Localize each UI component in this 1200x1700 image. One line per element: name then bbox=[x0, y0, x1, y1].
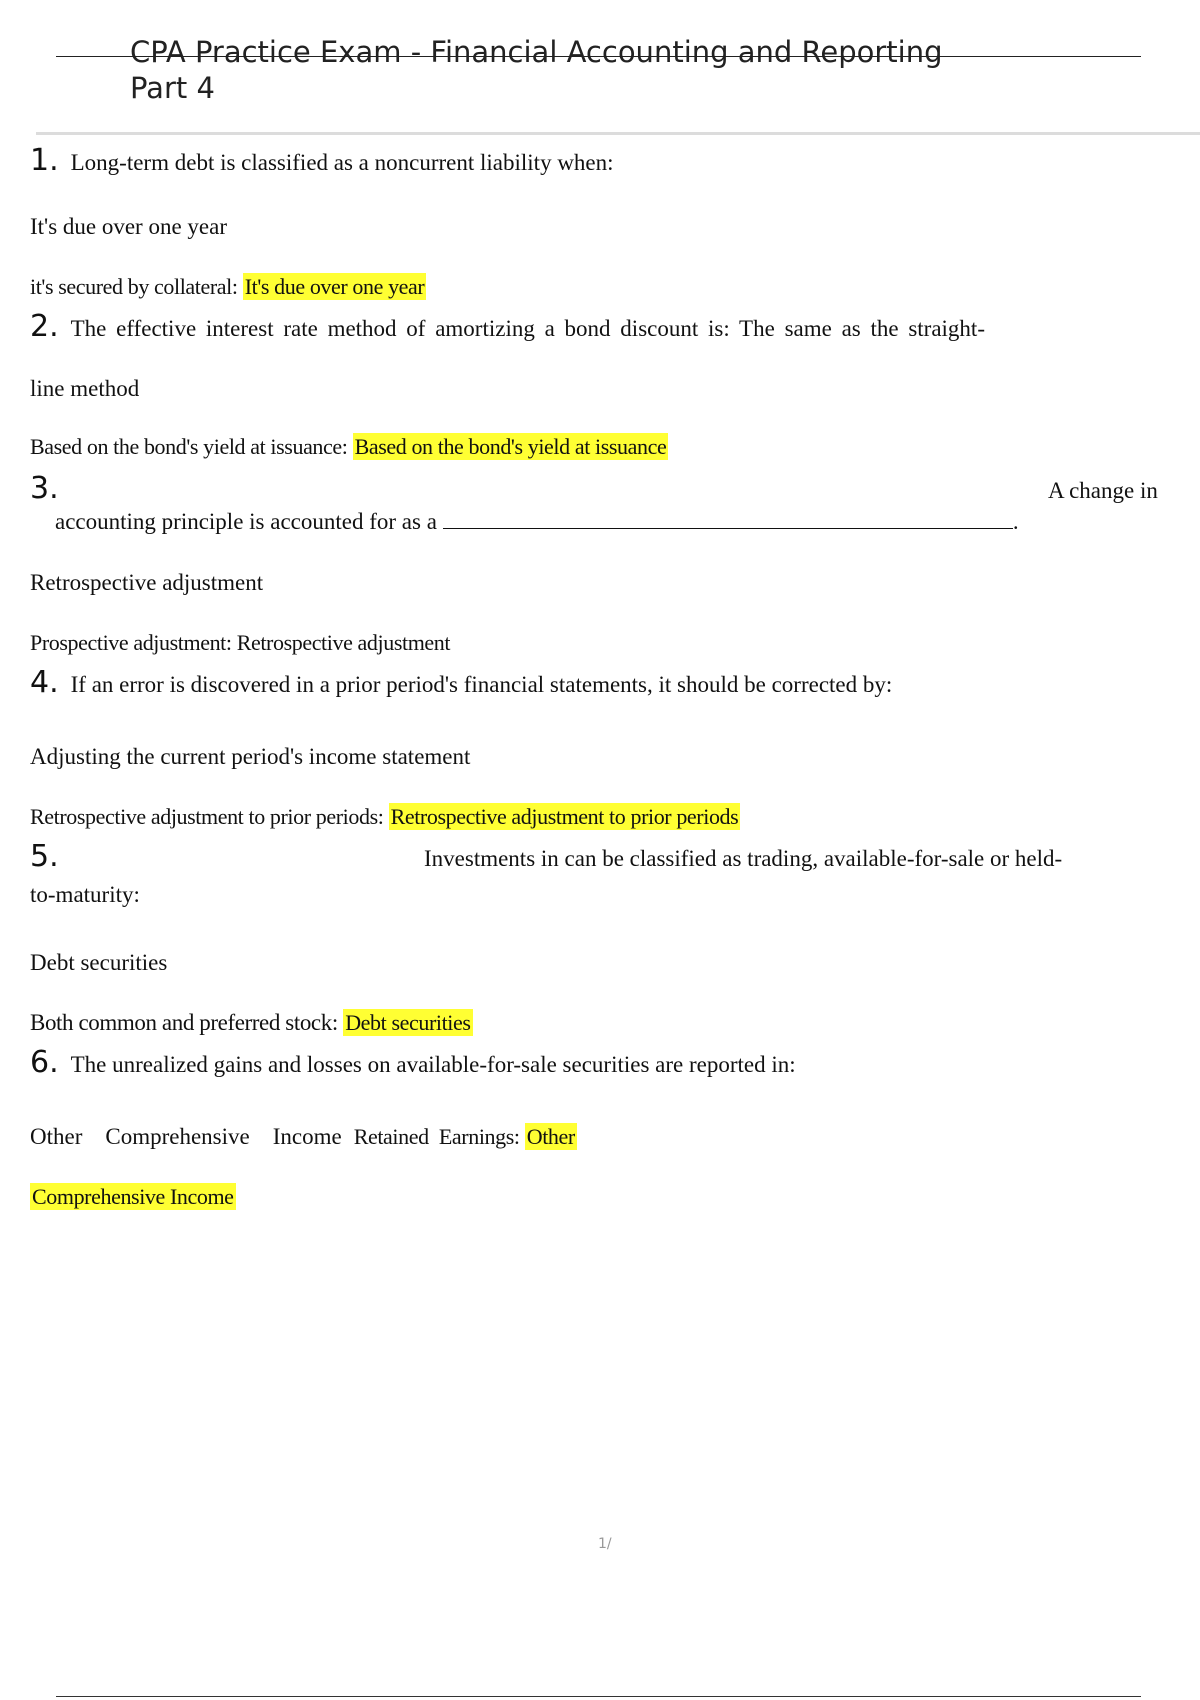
option-1: Adjusting the current period's income statement bbox=[30, 744, 471, 769]
title-strikethrough bbox=[56, 56, 1141, 57]
question-1 bbox=[30, 144, 614, 178]
question-text: If an error is discovered in a prior period's financial statements, it should be corrected by: bbox=[70, 672, 893, 697]
option-1: Retrospective adjustment bbox=[30, 570, 264, 595]
title-line-1: CPA Practice Exam - Financial Accounting and Reporting bbox=[130, 35, 943, 69]
question-5 bbox=[30, 840, 59, 874]
question-text-continued: to-maturity: bbox=[30, 882, 140, 907]
question-3 bbox=[30, 472, 59, 506]
question-text: A change in bbox=[1048, 478, 1158, 503]
question-text: Long-term debt is classified as a noncurrent liability when: bbox=[70, 150, 614, 175]
document-title bbox=[56, 34, 1141, 106]
option-1: Other Comprehensive Income bbox=[30, 1124, 342, 1149]
option-2: Based on the bond's yield at issuance: bbox=[30, 434, 353, 459]
fill-in-blank bbox=[443, 508, 1013, 529]
answer-line bbox=[30, 272, 426, 302]
option-2: Retained Earnings: bbox=[353, 1124, 525, 1149]
answer-line bbox=[30, 802, 740, 832]
answer-line bbox=[30, 432, 668, 462]
page-number: 1/ bbox=[598, 1536, 612, 1552]
option-2: Both common and preferred stock: bbox=[30, 1010, 344, 1035]
highlighted-answer: Based on the bond's yield at issuance bbox=[354, 434, 667, 459]
highlighted-answer: It's due over one year bbox=[244, 274, 425, 299]
question-4 bbox=[30, 666, 892, 700]
highlighted-answer: Comprehensive Income bbox=[32, 1184, 234, 1209]
question-text: The effective interest rate method of amortizing a bond discount is: The same as the straight- bbox=[70, 316, 985, 341]
question-text-continued: accounting principle is accounted for as a . bbox=[55, 509, 1019, 534]
highlighted-answer: Debt securities bbox=[345, 1010, 471, 1035]
question-text-continued: line method bbox=[30, 376, 140, 401]
option-2: Prospective adjustment: Retrospective adjustment bbox=[30, 630, 451, 655]
question-text: The unrealized gains and losses on available-for-sale securities are reported in: bbox=[70, 1052, 796, 1077]
question-number: 5. bbox=[30, 839, 59, 874]
answer-line bbox=[30, 1122, 577, 1152]
question-text: Investments in can be classified as trading, available-for-sale or held- bbox=[424, 846, 1063, 871]
option-2: it's secured by collateral: bbox=[30, 274, 243, 299]
highlighted-answer: Retrospective adjustment to prior periods bbox=[390, 804, 739, 829]
question-number: 6. bbox=[30, 1045, 59, 1080]
answer-line-continued bbox=[30, 1182, 236, 1212]
question-number: 2. bbox=[30, 309, 59, 344]
footer-divider bbox=[56, 1696, 1141, 1697]
question-number: 1. bbox=[30, 143, 59, 178]
answer-line bbox=[30, 1008, 473, 1038]
option-1: It's due over one year bbox=[30, 214, 228, 239]
question-number: 3. bbox=[30, 471, 59, 506]
title-line-2: Part 4 bbox=[130, 71, 215, 105]
header-divider bbox=[36, 132, 1200, 135]
question-number: 4. bbox=[30, 665, 59, 700]
option-1: Debt securities bbox=[30, 950, 168, 975]
question-2 bbox=[30, 310, 985, 344]
highlighted-answer: Other bbox=[526, 1124, 575, 1149]
question-6 bbox=[30, 1046, 796, 1080]
option-2: Retrospective adjustment to prior periods: bbox=[30, 804, 389, 829]
